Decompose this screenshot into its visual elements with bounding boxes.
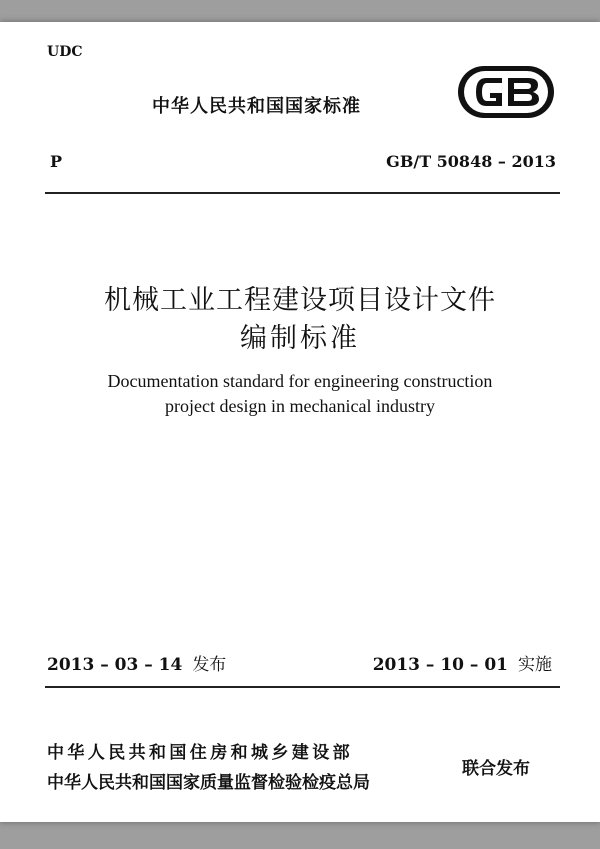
standard-number: GB/T 50848 – 2013 xyxy=(386,152,556,171)
national-standard-heading: 中华人民共和国国家标准 xyxy=(152,96,361,117)
title-chinese-line2: 编制标准 xyxy=(240,323,360,354)
implement-date-block xyxy=(373,650,552,675)
gb-logo-icon xyxy=(456,62,556,122)
classification-code: P xyxy=(50,152,63,171)
implement-date: 2013 – 10 – 01 xyxy=(372,655,508,675)
title-english-line2: project design in mechanical industry xyxy=(165,396,435,416)
issuer-ministry-housing: 中华人民共和国住房和城乡建设部 xyxy=(47,743,353,763)
issuing-organizations xyxy=(47,738,370,798)
udc-label: UDC xyxy=(47,44,83,60)
cover-page xyxy=(0,22,600,822)
top-divider xyxy=(45,192,560,194)
issuer-aqsiq: 中华人民共和国国家质量监督检验检疫总局 xyxy=(47,773,370,793)
implement-label: 实施 xyxy=(518,655,552,675)
gb-logo xyxy=(456,62,556,122)
bottom-divider xyxy=(45,686,560,688)
issue-date-block xyxy=(47,650,226,675)
joint-issue-label: 联合发布 xyxy=(462,759,530,779)
issue-date: 2013 – 03 – 14 xyxy=(47,655,183,675)
issue-label: 发布 xyxy=(192,655,227,675)
title-english-line1: Documentation standard for engineering construction xyxy=(107,371,493,391)
title-chinese-line1: 机械工业工程建设项目设计文件 xyxy=(104,285,496,316)
